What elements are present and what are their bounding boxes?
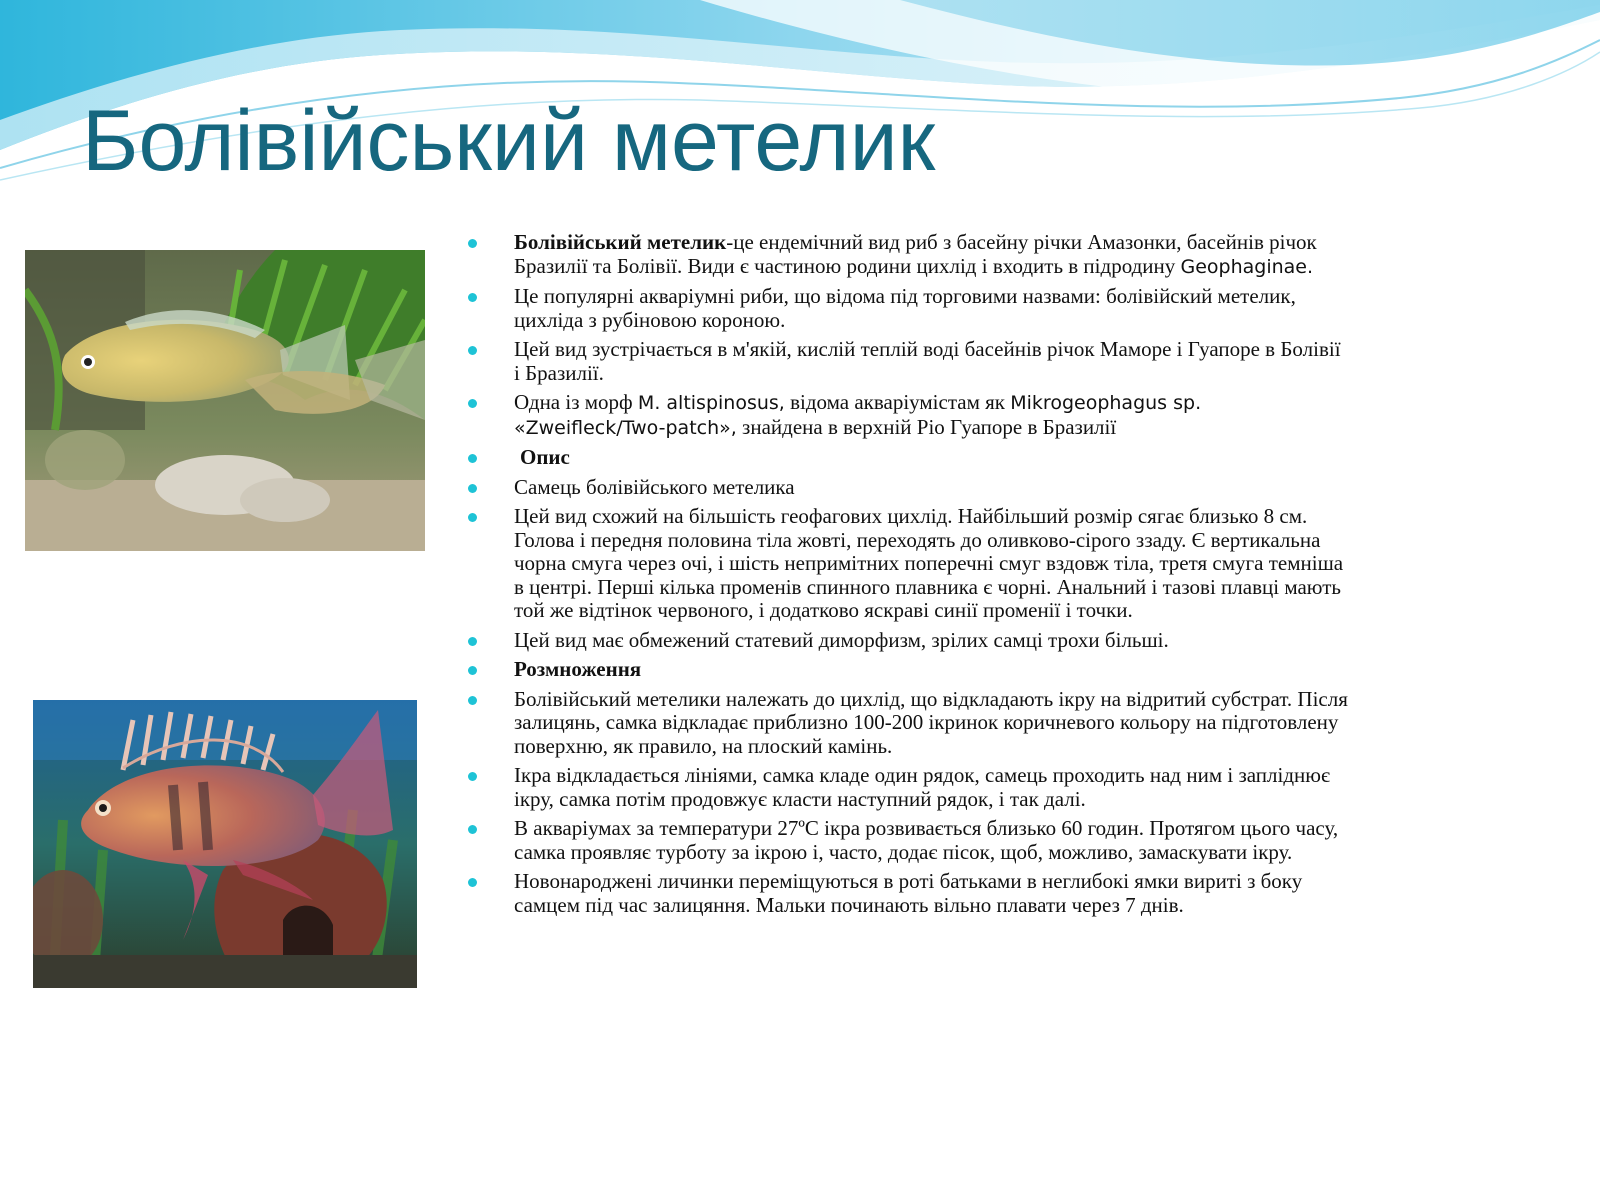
bullet-text: Це популярні акваріумні риби, що відома під торговими назвами: болівійский метелик, цихліда з рубіновою короною. xyxy=(514,284,1296,332)
bullet-text: -це ендемічний вид риб з басейну річки Амазонки, басейнів річок Бразилії та Болівії. Види є частиною родини цихлід і входить в підродину xyxy=(514,230,1317,278)
list-item xyxy=(468,629,1348,653)
bullet-text: відома акваріумістам як xyxy=(784,390,1011,414)
bullet-text: Новонароджені личинки переміщуються в роті батьками в неглибокі ямки вириті з боку самцем під час залицяння. Мальки починають вільно плавати через 7 днів. xyxy=(514,869,1303,917)
list-item xyxy=(468,231,1348,279)
bullet-text: Цей вид зустрічається в м'якій, кислій теплій воді басейнів річок Маморе і Гуапоре в Болівії і Бразилії. xyxy=(514,337,1341,385)
bullet-text: Ікра відкладається лініями, самка кладе один рядок, самець проходить над ним і запліднює ікру, самка потім продовжує класти наступний рядок, і так далі. xyxy=(514,763,1330,811)
list-item xyxy=(468,764,1348,811)
list-item xyxy=(468,338,1348,385)
fish-photo-top xyxy=(25,250,425,551)
fish-photo-bottom xyxy=(33,700,417,988)
list-item xyxy=(468,870,1348,917)
list-item xyxy=(468,817,1348,864)
bullet-lead: Болівійський метелик xyxy=(514,230,727,254)
bullet-text: Цей вид має обмежений статевий диморфизм, зрілих самці трохи більші. xyxy=(514,627,1169,652)
heading-text: Опис xyxy=(520,445,570,469)
list-heading xyxy=(468,446,1348,470)
bullet-text: Одна із морф xyxy=(514,390,638,414)
bullet-text: знайдена в верхній Ріо Гуапоре в Бразилії xyxy=(736,414,1117,439)
slide-title: Болівійський метелик xyxy=(82,93,936,189)
bullet-latin-name: M. altispinosus, xyxy=(637,392,785,414)
list-item xyxy=(468,476,1348,500)
bullet-text: Самець болівійського метелика xyxy=(514,474,795,499)
bullet-latin-name: Geophaginae. xyxy=(1180,255,1314,278)
list-item xyxy=(468,505,1348,623)
bullet-text: Болівійський метелики належать до цихлід, що відкладають ікру на відритий субстрат. Після залицянь, самка відкладає приблизно 100-200 ікринок коричневого кольору на підготовлену поверхню, як правило, на плоский камінь. xyxy=(514,686,1348,758)
heading-text: Розмноження xyxy=(514,657,642,681)
bullet-list xyxy=(468,231,1348,923)
list-item xyxy=(468,391,1348,440)
list-item xyxy=(468,688,1348,759)
list-item xyxy=(468,285,1348,332)
bullet-text: В акваріумах за температури 27ºC ікра розвивається близько 60 годин. Протягом цього часу, самка проявляє турботу за ікрою і, часто, додає пісок, щоб, можливо, замаскувати ікру. xyxy=(514,816,1339,864)
bullet-latin-name: Mikrogeophagus sp. «Zweifleck/Two-patch», xyxy=(514,392,1202,439)
bullet-text: Цей вид схожий на більшість геофагових цихлід. Найбільший розмір сягає близько 8 см. Голова і передня половина тіла жовті, переходять до оливково-сірого ззаду. Є вертикальна чорна смуга через очі, і шість непримітних поперечні смуг вздовж тіла, третя смуга темніша в центрі. Перші кілька променів спинного плавника є чорні. Анальний і тазові плавці мають той же відтінок червоного, і додатково яскраві синії променії і точки. xyxy=(514,504,1344,622)
list-heading xyxy=(468,658,1348,682)
